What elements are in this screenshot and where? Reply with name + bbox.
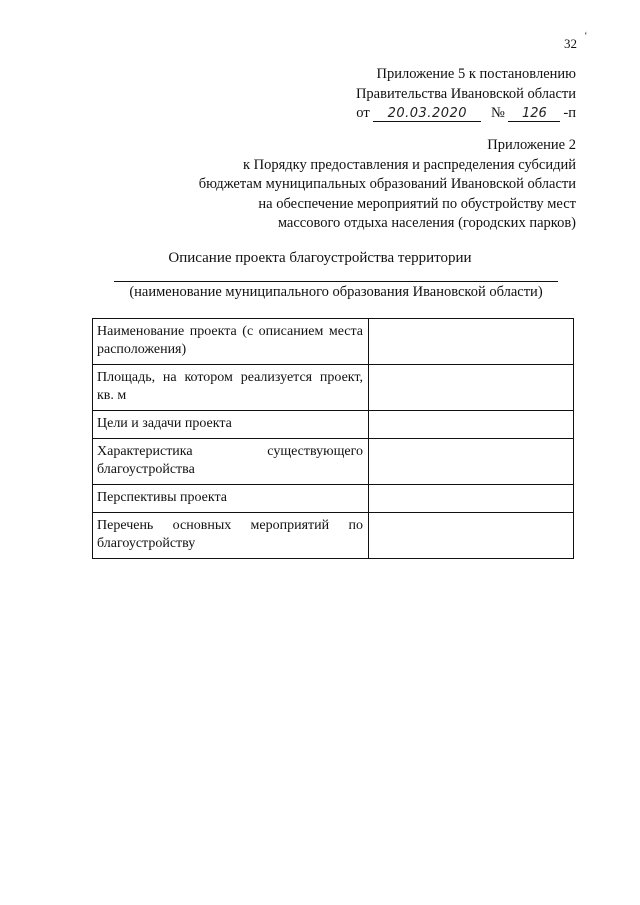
handwritten-date: 20.03.2020 <box>373 106 481 122</box>
appendix-5-header <box>356 65 576 124</box>
row-value-activities[interactable] <box>369 513 574 559</box>
appendix-5-line-1: Приложение 5 к постановлению <box>376 66 576 82</box>
page-number: 32 <box>564 36 577 51</box>
row-label-activities: Перечень основных мероприятий по благоустройству <box>93 513 369 559</box>
table-row <box>93 513 574 559</box>
row-value-goals[interactable] <box>369 411 574 439</box>
row-value-prospects[interactable] <box>369 485 574 513</box>
row-label-project-name: Наименование проекта (с описанием места расположения) <box>93 319 369 365</box>
from-label: от <box>356 105 370 121</box>
row-label-prospects: Перспективы проекта <box>93 485 369 513</box>
table-row <box>93 411 574 439</box>
appendix-2-line-5: массового отдыха населения (городских парков) <box>277 215 576 231</box>
appendix-2-header <box>199 136 576 234</box>
table-row <box>93 439 574 485</box>
municipality-blank-line <box>114 281 558 282</box>
row-label-existing-improvement: Характеристика существующего благоустройства <box>93 439 369 485</box>
municipality-caption: (наименование муниципального образования Ивановской области) <box>129 284 543 300</box>
table-row <box>93 365 574 411</box>
row-value-area[interactable] <box>369 365 574 411</box>
table-row <box>93 485 574 513</box>
appendix-2-line-3: бюджетам муниципальных образований Ивановской области <box>198 176 576 192</box>
document-title: Описание проекта благоустройства территории <box>168 250 472 266</box>
appendix-5-line-2: Правительства Ивановской области <box>355 85 576 102</box>
corner-mark: ‘ <box>584 30 588 42</box>
handwritten-number: 126 <box>508 106 560 122</box>
number-label: № <box>490 105 505 121</box>
row-value-project-name[interactable] <box>369 319 574 365</box>
appendix-5-date-line <box>356 104 576 124</box>
row-value-existing-improvement[interactable] <box>369 439 574 485</box>
appendix-2-line-2: к Порядку предоставления и распределения субсидий <box>242 156 576 173</box>
number-suffix: -п <box>563 105 576 121</box>
table-row <box>93 319 574 365</box>
project-description-table <box>92 318 574 559</box>
appendix-2-line-4: на обеспечение мероприятий по обустройству мест <box>258 195 576 212</box>
row-label-goals: Цели и задачи проекта <box>93 411 369 439</box>
appendix-2-line-1: Приложение 2 <box>487 137 576 153</box>
row-label-area: Площадь, на котором реализуется проект, кв. м <box>93 365 369 411</box>
